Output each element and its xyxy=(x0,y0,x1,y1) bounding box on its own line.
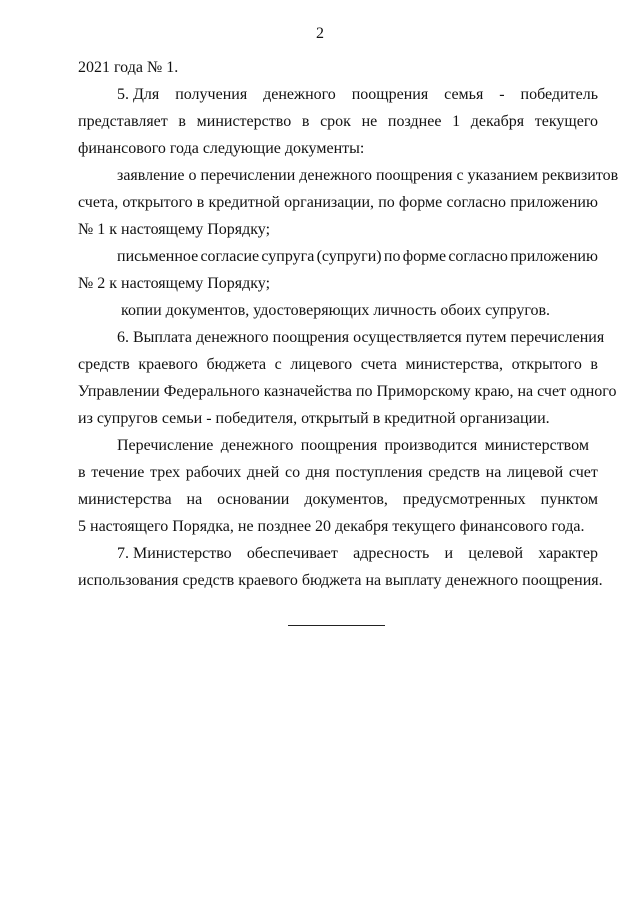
paragraph-line: счета, открытого в кредитной организации, по форме согласно приложению xyxy=(78,194,598,211)
paragraph-line: копии документов, удостоверяющих личность обоих супругов. xyxy=(121,302,551,319)
paragraph-line: представляет в министерство в срок не позднее 1 декабря текущего xyxy=(78,113,598,130)
paragraph-line: № 1 к настоящему Порядку; xyxy=(78,221,271,238)
paragraph-line: финансового года следующие документы: xyxy=(78,140,365,157)
paragraph-line: использования средств краевого бюджета на выплату денежного поощрения. xyxy=(78,572,603,589)
paragraph-line: 5. Для получения денежного поощрения семья - победитель xyxy=(117,86,598,103)
paragraph-line: Перечисление денежного поощрения производится министерством xyxy=(117,437,589,454)
paragraph-line: 2021 года № 1. xyxy=(78,59,179,76)
paragraph-line: 6. Выплата денежного поощрения осуществляется путем перечисления xyxy=(117,329,605,346)
paragraph-line: Управлении Федерального казначейства по Приморскому краю, на счет одного xyxy=(78,383,617,400)
paragraph-line: заявление о перечислении денежного поощрения с указанием реквизитов xyxy=(117,167,619,184)
signature-divider xyxy=(288,625,385,626)
paragraph-line: 7. Министерство обеспечивает адресность и целевой характер xyxy=(117,545,598,562)
paragraph-line: министерства на основании документов, предусмотренных пунктом xyxy=(78,491,598,508)
paragraph-line: письменное согласие супруга (супруги) по форме согласно приложению xyxy=(117,248,598,265)
paragraph-line: 5 настоящего Порядка, не позднее 20 декабря текущего финансового года. xyxy=(78,518,585,535)
paragraph-line: средств краевого бюджета с лицевого счета министерства, открытого в xyxy=(78,356,598,373)
paragraph-line: из супругов семьи - победителя, открытый в кредитной организации. xyxy=(78,410,550,427)
page-number: 2 xyxy=(316,25,324,42)
paragraph-line: № 2 к настоящему Порядку; xyxy=(78,275,271,292)
paragraph-line: в течение трех рабочих дней со дня поступления средств на лицевой счет xyxy=(78,464,598,481)
